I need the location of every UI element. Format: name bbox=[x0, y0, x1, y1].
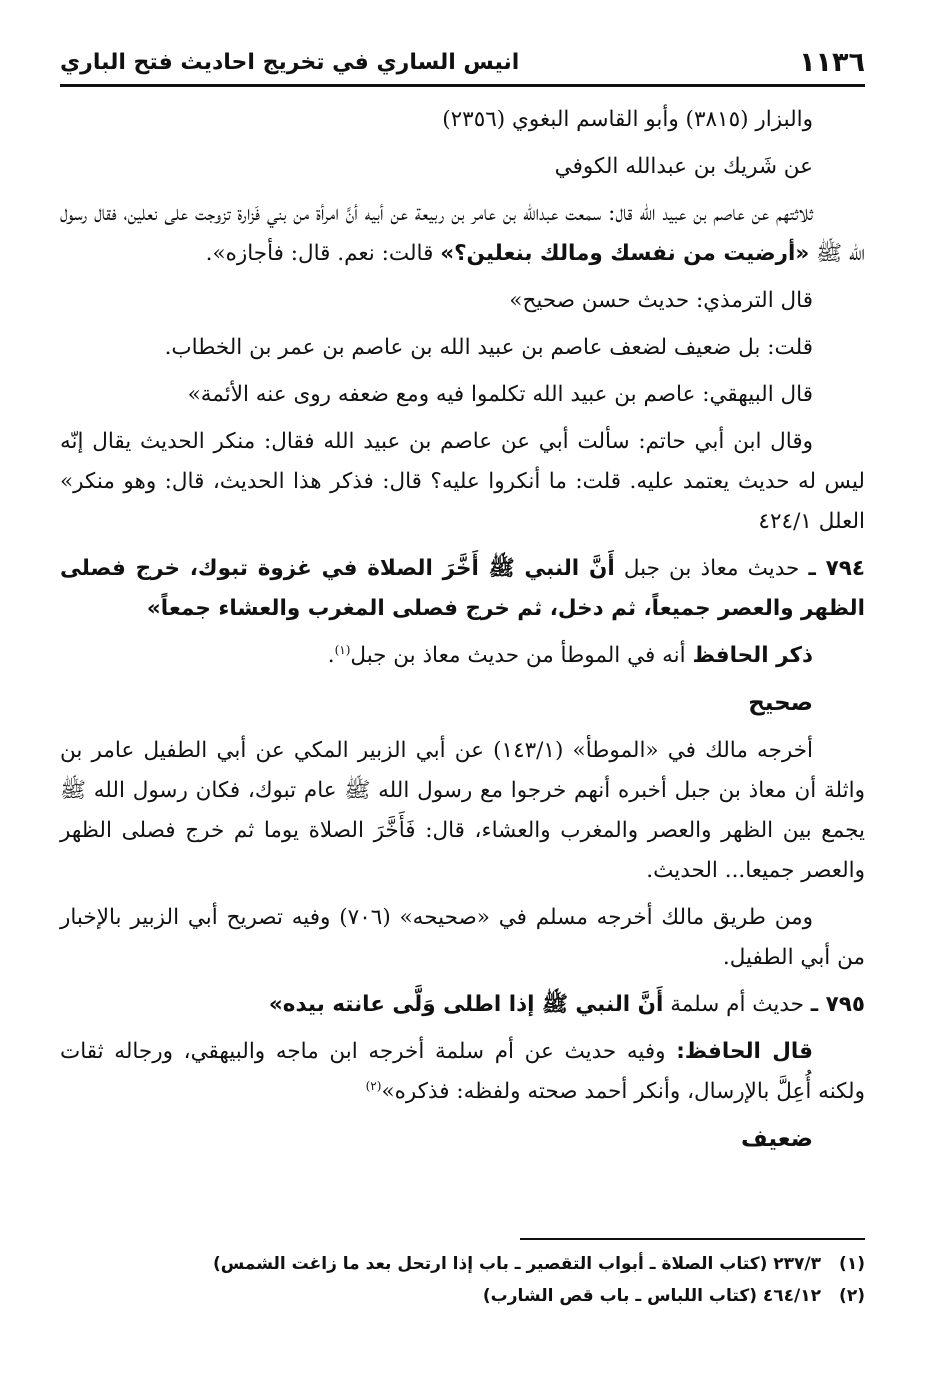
footnote bbox=[60, 1280, 865, 1312]
hafiz-label: قال الحافظ: bbox=[676, 1039, 814, 1064]
paragraph: ذكر الحافظ أنه في الموطأ من حديث معاذ بن جبل$^{(١)}$. bbox=[327, 642, 813, 668]
paragraph: وقال ابن أبي حاتم: سألت أبي عن عاصم بن عبيد الله فقال: منكر الحديث يقال إنّه ليس له حديث يعتمد عليه. قلت: ما أنكروا عليه؟ قال: فذكر هذا الحديث، قال: وهو منكر» العلل ٤٢٤/١ bbox=[60, 429, 865, 534]
page-header bbox=[60, 40, 865, 87]
grade-heading: صحيح bbox=[748, 690, 813, 716]
hadith-number: ٧٩٤ ـ bbox=[808, 556, 865, 581]
footnote-number: (١) bbox=[839, 1254, 865, 1274]
paragraph: قال الحافظ: وفيه حديث عن أم سلمة أخرجه ابن ماجه والبيهقي، ورجاله ثقات ولكنه أُعِلَّ بالإرسال، وأنكر أحمد صحته ولفظه: فذكره»$^{(٢)}$ bbox=[60, 1039, 865, 1104]
hadith-quote: «أرضيت من نفسك ومالك بنعلين؟» bbox=[440, 241, 810, 266]
page-number: ١١٣٦ bbox=[799, 46, 865, 78]
footnote-divider bbox=[520, 1238, 865, 1240]
paragraph: قال البيهقي: عاصم بن عبيد الله تكلموا فيه ومع ضعفه روى عنه الأئمة» bbox=[187, 382, 813, 407]
hadith-number: ٧٩٥ ـ bbox=[810, 992, 865, 1017]
footnote-ref: (٢) bbox=[365, 1078, 382, 1093]
footnote-number: (٢) bbox=[839, 1286, 865, 1306]
paragraph: عن شَريك بن عبدالله الكوفي bbox=[554, 154, 813, 179]
paragraph: ثلاثتهم عن عاصم بن عبيد الله قال: سمعت عبدالله بن عامر بن ربيعة عن أبيه أنَّ امرأة من بني فَزارة تزوجت على نعلين، فقال رسول الله ﷺ «أرضيت من نفسك ومالك بنعلين؟» قالت: نعم. قال: فأجازه». bbox=[60, 201, 865, 266]
main-text bbox=[60, 100, 865, 1167]
footnote-text: ٤٦٤/١٢ (كتاب اللباس ـ باب قص الشارب) bbox=[482, 1286, 821, 1306]
book-page bbox=[60, 30, 865, 1360]
footnote bbox=[60, 1248, 865, 1280]
paragraph: ومن طريق مالك أخرجه مسلم في «صحيحه» (٧٠٦) وفيه تصريح أبي الزبير بالإخبار من أبي الطفيل. bbox=[60, 905, 865, 970]
footnote-ref: (١) bbox=[334, 642, 351, 657]
hadith-794: ٧٩٤ ـ حديث معاذ بن جبل أَنَّ النبي ﷺ أَخَّرَ الصلاة في غزوة تبوك، خرج فصلى الظهر والعصر جميعاً، ثم دخل، ثم خرج فصلى المغرب والعشاء جمعاً» bbox=[60, 556, 865, 621]
paragraph: أخرجه مالك في «الموطأ» (١٤٣/١) عن أبي الزبير المكي عن أبي الطفيل عامر بن واثلة أن معاذ بن جبل أخبره أنهم خرجوا مع رسول الله ﷺ عام تبوك، فكان رسول الله ﷺ يجمع بين الظهر والعصر والمغرب والعشاء، قال: فَأَخَّرَ الصلاة يوما ثم خرج فصلى الظهر والعصر جميعا... الحديث. bbox=[60, 738, 865, 883]
footnote-text: ٢٣٧/٣ (كتاب الصلاة ـ أبواب التقصير ـ باب إذا ارتحل بعد ما زاغت الشمس) bbox=[213, 1254, 821, 1274]
paragraph: والبزار (٣٨١٥) وأبو القاسم البغوي (٢٣٥٦) bbox=[442, 107, 813, 132]
hadith-795: ٧٩٥ ـ حديث أم سلمة أَنَّ النبي ﷺ إذا اطلى وَلَّى عانته بيده» bbox=[268, 992, 865, 1017]
footnotes bbox=[60, 1238, 865, 1312]
hadith-text: أَنَّ النبي ﷺ إذا اطلى وَلَّى عانته بيده» bbox=[268, 992, 664, 1017]
running-title: انيس الساري في تخريج احاديث فتح الباري bbox=[60, 49, 520, 75]
paragraph: قال الترمذي: حديث حسن صحيح» bbox=[509, 288, 813, 313]
hadith-text: أَنَّ النبي ﷺ أَخَّرَ الصلاة في غزوة تبوك، خرج فصلى الظهر والعصر جميعاً، ثم دخل، ثم خرج فصلى المغرب والعشاء جمعاً» bbox=[60, 556, 865, 621]
hafiz-label: ذكر الحافظ bbox=[692, 643, 813, 668]
paragraph: قلت: بل ضعيف لضعف عاصم بن عبيد الله بن عاصم بن عمر بن الخطاب. bbox=[164, 335, 813, 360]
grade-heading: ضعيف bbox=[741, 1126, 813, 1152]
